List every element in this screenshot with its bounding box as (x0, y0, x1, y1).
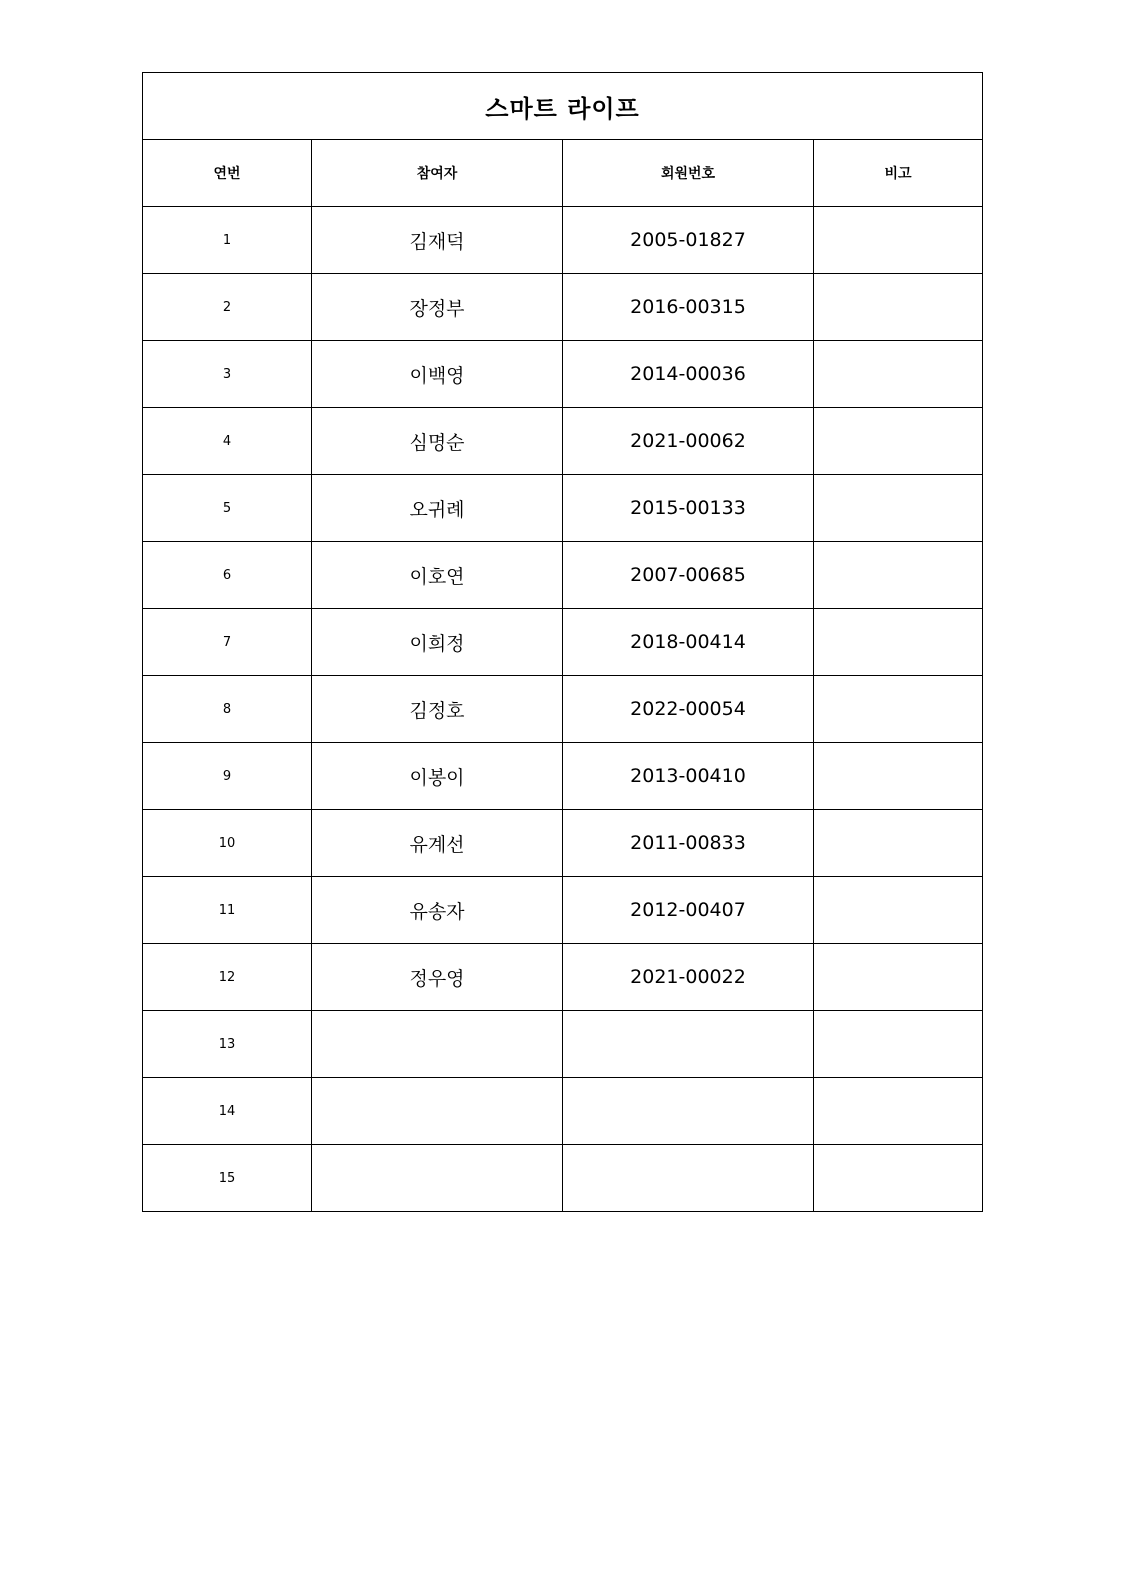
row-number: 8 (143, 676, 312, 743)
row-number: 6 (143, 542, 312, 609)
member-number: 2018-00414 (563, 609, 814, 676)
note-cell (814, 475, 983, 542)
table-row (143, 207, 983, 274)
row-number: 12 (143, 944, 312, 1011)
member-number: 2013-00410 (563, 743, 814, 810)
member-number: 2021-00062 (563, 408, 814, 475)
header-participant: 참여자 (312, 140, 563, 207)
row-number: 5 (143, 475, 312, 542)
participant-name: 김재덕 (312, 207, 563, 274)
note-cell (814, 408, 983, 475)
member-number: 2022-00054 (563, 676, 814, 743)
table-row (143, 408, 983, 475)
header-no: 연번 (143, 140, 312, 207)
header-member-no: 회원번호 (563, 140, 814, 207)
row-number: 9 (143, 743, 312, 810)
participant-name (312, 1011, 563, 1078)
title-row (143, 73, 983, 140)
participant-name (312, 1078, 563, 1145)
row-number: 3 (143, 341, 312, 408)
note-cell (814, 1145, 983, 1212)
note-cell (814, 609, 983, 676)
row-number: 1 (143, 207, 312, 274)
table-row (143, 944, 983, 1011)
member-number: 2011-00833 (563, 810, 814, 877)
table-row (143, 743, 983, 810)
member-number (563, 1011, 814, 1078)
participant-name: 이희정 (312, 609, 563, 676)
participant-roster-table (142, 72, 983, 1212)
note-cell (814, 274, 983, 341)
table-row (143, 810, 983, 877)
note-cell (814, 341, 983, 408)
header-row (143, 140, 983, 207)
participant-name: 오귀례 (312, 475, 563, 542)
row-number: 7 (143, 609, 312, 676)
note-cell (814, 1078, 983, 1145)
member-number: 2015-00133 (563, 475, 814, 542)
note-cell (814, 877, 983, 944)
participant-name: 장정부 (312, 274, 563, 341)
header-note: 비고 (814, 140, 983, 207)
member-number: 2005-01827 (563, 207, 814, 274)
row-number: 2 (143, 274, 312, 341)
table-row (143, 274, 983, 341)
participant-name: 이호연 (312, 542, 563, 609)
participant-name: 이봉이 (312, 743, 563, 810)
row-number: 13 (143, 1011, 312, 1078)
participant-name: 유송자 (312, 877, 563, 944)
row-number: 11 (143, 877, 312, 944)
table-row (143, 1078, 983, 1145)
member-number: 2016-00315 (563, 274, 814, 341)
note-cell (814, 207, 983, 274)
table-row (143, 1011, 983, 1078)
note-cell (814, 944, 983, 1011)
member-number: 2021-00022 (563, 944, 814, 1011)
table-row (143, 475, 983, 542)
row-number: 14 (143, 1078, 312, 1145)
note-cell (814, 1011, 983, 1078)
table-row (143, 877, 983, 944)
note-cell (814, 743, 983, 810)
member-number: 2012-00407 (563, 877, 814, 944)
note-cell (814, 542, 983, 609)
row-number: 10 (143, 810, 312, 877)
note-cell (814, 676, 983, 743)
participant-name: 유계선 (312, 810, 563, 877)
member-number: 2014-00036 (563, 341, 814, 408)
participant-name (312, 1145, 563, 1212)
table-row (143, 1145, 983, 1212)
table-row (143, 542, 983, 609)
participant-name: 심명순 (312, 408, 563, 475)
participant-name: 김정호 (312, 676, 563, 743)
member-number (563, 1145, 814, 1212)
participant-name: 이백영 (312, 341, 563, 408)
member-number: 2007-00685 (563, 542, 814, 609)
row-number: 15 (143, 1145, 312, 1212)
row-number: 4 (143, 408, 312, 475)
note-cell (814, 810, 983, 877)
participant-name: 정우영 (312, 944, 563, 1011)
table-row (143, 609, 983, 676)
table-title: 스마트 라이프 (143, 73, 983, 140)
table-row (143, 341, 983, 408)
member-number (563, 1078, 814, 1145)
table-row (143, 676, 983, 743)
